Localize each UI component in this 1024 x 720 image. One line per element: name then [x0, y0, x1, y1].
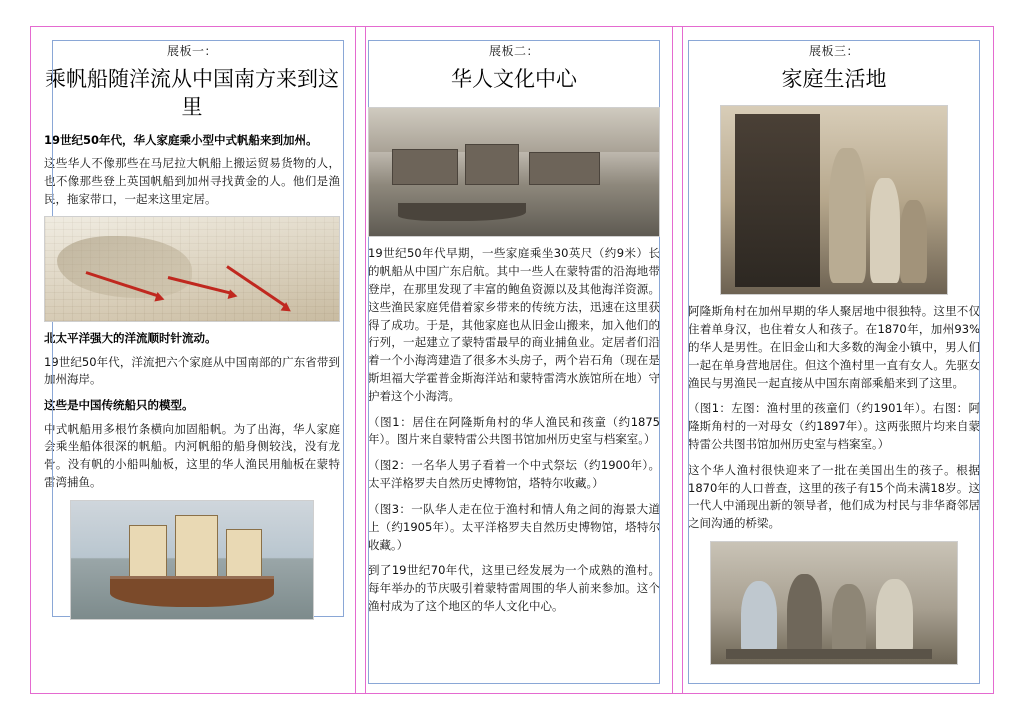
panel-one-kicker: 展板一：	[166, 44, 217, 58]
village-shack-2-shape	[465, 144, 519, 184]
fishing-village-photo-figure	[368, 107, 660, 237]
panel-three-caption-1: （图1：左图：渔村里的孩童们（约1901年）。右图：阿隆斯角村的一对母女（约1897年）。这两张照片均来自蒙特雷公共图书馆加州历史室与档案室。）	[688, 401, 980, 452]
panel-two-caption-3: （图3：一队华人走在位于渔村和情人角之间的海景大道上（约1905年）。太平洋格罗夫自然历史博物馆，塔特尔收藏。）	[368, 501, 660, 552]
panel-one-subhead-2: 北太平洋强大的洋流顺时针流动。	[44, 331, 217, 346]
junk-sail-3-shape	[226, 529, 262, 578]
panel-three-kicker: 展板三：	[808, 44, 859, 58]
panel-container	[30, 26, 994, 694]
panel-one-subhead-1: 19世纪50年代，华人家庭乘小型中式帆船来到加州。	[44, 132, 318, 147]
portrait-figure-1-shape	[829, 148, 865, 283]
panel-three	[674, 26, 994, 694]
ocean-current-map-figure	[44, 216, 340, 322]
panel-one-paragraph-1: 这些华人不像那些在马尼拉大帆船上搬运贸易货物的人，也不像那些登上英国帆船到加州寻找黄金的人。他们是渔民，拖家带口，一起来这里定居。	[44, 155, 340, 206]
children-group-photo-figure	[710, 541, 958, 665]
panel-two-title: 华人文化中心	[451, 67, 577, 91]
panel-three-paragraph-2: 这个华人渔村很快迎来了一批在美国出生的孩子。根据1870年的人口普查，这里的孩子有15个尚未满18岁。这一代人中涌现出新的领导者，他们成为村民与非华裔邻居之间沟通的桥梁。	[688, 462, 980, 531]
panel-two-caption-2: （图2：一名华人男子看着一个中式祭坛（约1900年）。太平洋格罗夫自然历史博物馆，塔特尔收藏。）	[368, 458, 660, 491]
panel-one-title: 乘帆船随洋流从中国南方来到这里	[45, 67, 339, 120]
panel-two-paragraph-1: 19世纪50年代早期，一些家庭乘坐30英尺（约9米）长的帆船从中国广东启航。其中一些人在蒙特雷的沿海地带登岸，在那里发现了丰富的鲍鱼资源以及其他海洋资源。这些渔民家庭凭借着家乡带来的传统方法，迅速在这里获得了成功。于是，其他家庭也从旧金山搬来，加入他们的行列，一起建立了蒙特雷最早的商业捕鱼业。定居者们沿着一个小海湾建造了很多木头房子，两个岩石角（现在是斯坦福大学霍普金斯海洋站和蒙特雷湾水族馆所在地）守护着这个小海湾。	[368, 246, 660, 403]
panel-two-kicker: 展板二：	[488, 44, 539, 58]
panel-one-paragraph-2: 19世纪50年代，洋流把六个家庭从中国南部的广东省带到加州海岸。	[44, 354, 340, 387]
village-boat-shape	[398, 203, 526, 221]
junk-sail-2-shape	[175, 515, 218, 578]
panel-one-paragraph-3: 中式帆船用多根竹条横向加固船帆。为了出海，华人家庭会乘坐船体很深的帆船。内河帆船的船身侧较浅，没有龙骨。没有帆的小船叫舢板，这里的华人渔民用舢板在蒙特雷湾捕鱼。	[44, 421, 340, 489]
panel-two-paragraph-2: 到了19世纪70年代，这里已经发展为一个成熟的渔村。每年举办的节庆吸引着蒙特雷周围的华人前来参加。这个渔村成为了这个地区的华人文化中心。	[368, 563, 660, 613]
bench-shape	[726, 649, 933, 659]
child-figure-2-shape	[787, 574, 821, 655]
doorway-shape	[735, 114, 821, 287]
village-shack-3-shape	[529, 152, 601, 185]
junk-sail-1-shape	[129, 525, 167, 579]
child-figure-1-shape	[741, 581, 778, 654]
chinese-junk-painting-figure	[70, 500, 314, 620]
village-shack-1-shape	[392, 149, 458, 184]
panel-three-title: 家庭生活地	[781, 67, 887, 91]
panel-three-paragraph-1: 阿隆斯角村在加州早期的华人聚居地中很独特。这里不仅住着单身汉，也住着女人和孩子。在1870年，加州93%的华人是男性。在旧金山和大多数的淘金小镇中，男人们一起在单身营地居住。但这个渔村里一直有女人。先驱女渔民与男渔民一起直接从中国东南部乘船来到了这里。	[688, 304, 980, 390]
child-figure-3-shape	[832, 584, 866, 655]
portrait-figure-2-shape	[870, 178, 899, 283]
panel-two	[354, 26, 674, 694]
panel-two-caption-1: （图1：居住在阿隆斯角村的华人渔民和孩童（约1875年）。图片来自蒙特雷公共图书馆加州历史室与档案室。）	[368, 414, 660, 447]
child-figure-4-shape	[876, 579, 913, 655]
portrait-figure-3-shape	[900, 200, 927, 283]
family-doorway-photo-figure	[720, 105, 948, 295]
panel-one	[30, 26, 354, 694]
map-coastline-shape	[57, 236, 192, 298]
junk-hull-shape	[110, 576, 275, 607]
panel-one-subhead-3: 这些是中国传统船只的模型。	[44, 398, 194, 413]
